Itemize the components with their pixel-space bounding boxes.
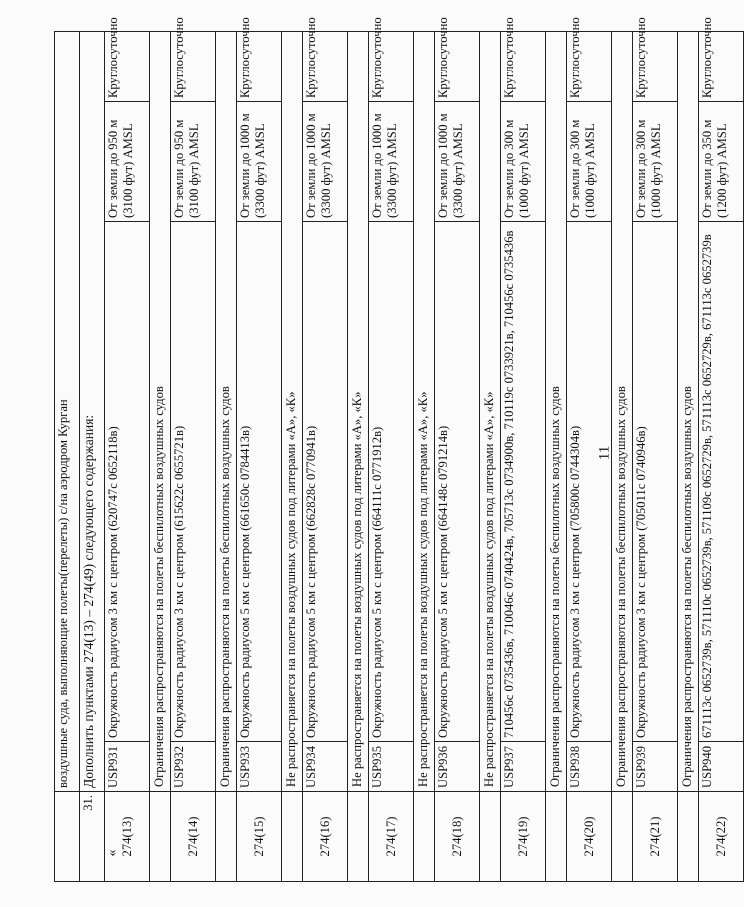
zone-description: Окружность радиусом 3 км с центром (705800с 0744304в)	[567, 222, 612, 742]
table-row	[237, 31, 282, 881]
zone-description: Окружность радиусом 5 км с центром (661650с 0784413в)	[237, 222, 282, 742]
restriction-row	[678, 31, 699, 881]
zone-code: USP939	[633, 742, 678, 792]
operating-time: Круглосуточно	[435, 31, 480, 101]
restriction-note: Ограничения распространяются на полеты беспилотных воздушных судов	[678, 31, 699, 791]
item-number: 274(14)	[171, 792, 216, 882]
table-row	[435, 31, 480, 881]
header-row	[55, 31, 80, 881]
restriction-row	[546, 31, 567, 881]
restriction-row	[216, 31, 237, 881]
operating-time: Круглосуточно	[105, 31, 150, 101]
section-text: Дополнить пунктами 274(13) – 274(49) следующего содержания:	[80, 31, 105, 791]
restriction-note: Не распространяется на полеты воздушных судов под литерами «А», «К»	[414, 31, 435, 791]
operating-time: Круглосуточно	[501, 31, 546, 101]
altitude-limits: От земли до 1000 м (3300 фут) AMSL	[369, 102, 414, 222]
restriction-note: Ограничения распространяются на полеты беспилотных воздушных судов	[150, 31, 171, 791]
opening-quote-mark: «	[105, 849, 120, 857]
altitude-limits: От земли до 950 м (3100 фут) AMSL	[171, 102, 216, 222]
restriction-note: Ограничения распространяются на полеты беспилотных воздушных судов	[612, 31, 633, 791]
item-number: 274(17)	[369, 792, 414, 882]
zone-description: 671113с 0652739в, 571110с 0652739в, 571109с 0652729в, 571113с 0652729в, 671113с 0652739в	[699, 222, 744, 742]
table-row	[303, 31, 348, 881]
altitude-limits: От земли до 300 м (1000 фут) AMSL	[633, 102, 678, 222]
restriction-note: Не распространяется на полеты воздушных судов под литерами «А», «К»	[282, 31, 303, 791]
zone-code: USP935	[369, 742, 414, 792]
zone-code: USP936	[435, 742, 480, 792]
restriction-note: Не распространяется на полеты воздушных судов под литерами «А», «К»	[480, 31, 501, 791]
operating-time: Круглосуточно	[303, 31, 348, 101]
restriction-row	[150, 31, 171, 881]
table-row	[633, 31, 678, 881]
restriction-row	[348, 31, 369, 881]
operating-time: Круглосуточно	[237, 31, 282, 101]
section-number: 31.	[80, 792, 105, 882]
zone-description: Окружность радиусом 3 км с центром (620747с 0652118в)	[105, 222, 150, 742]
table-row	[171, 31, 216, 881]
zone-description: Окружность радиусом 5 км с центром (664111с 0771912в)	[369, 222, 414, 742]
rotated-table-container	[54, 17, 729, 882]
zone-code: USP931	[105, 742, 150, 792]
restriction-row	[414, 31, 435, 881]
operating-time: Круглосуточно	[369, 31, 414, 101]
altitude-limits: От земли до 950 м (3100 фут) AMSL	[105, 102, 150, 222]
altitude-limits: От земли до 300 м (1000 фут) AMSL	[501, 102, 546, 222]
altitude-limits: От земли до 1000 м (3300 фут) AMSL	[237, 102, 282, 222]
altitude-limits: От земли до 300 м (1000 фут) AMSL	[567, 102, 612, 222]
table-row	[369, 31, 414, 881]
restriction-note: Ограничения распространяются на полеты беспилотных воздушных судов	[216, 31, 237, 791]
item-number: 274(16)	[303, 792, 348, 882]
item-number: 274(15)	[237, 792, 282, 882]
table-row	[501, 31, 546, 881]
zone-code: USP940	[699, 742, 744, 792]
restriction-row	[282, 31, 303, 881]
restriction-row	[612, 31, 633, 881]
altitude-limits: От земли до 1000 м (3300 фут) AMSL	[303, 102, 348, 222]
operating-time: Круглосуточно	[633, 31, 678, 101]
zone-code: USP938	[567, 742, 612, 792]
zone-description: Окружность радиусом 3 км с центром (615622с 0655721в)	[171, 222, 216, 742]
header-row-text: воздушные суда, выполняющие полеты(перелеты) с/на аэродром Курган	[55, 31, 80, 791]
altitude-limits: От земли до 350 м (1200 фут) AMSL	[699, 102, 744, 222]
restriction-row	[480, 31, 501, 881]
operating-time: Круглосуточно	[699, 31, 744, 101]
table-row	[699, 31, 744, 881]
table-row	[105, 31, 150, 881]
item-number: 274(13)	[105, 792, 150, 882]
item-number: 274(22)	[699, 792, 744, 882]
operating-time: Круглосуточно	[171, 31, 216, 101]
zone-description: Окружность радиусом 3 км с центром (705011с 0740946в)	[633, 222, 678, 742]
restriction-note: Ограничения распространяются на полеты беспилотных воздушных судов	[546, 31, 567, 791]
airspace-restrictions-table	[54, 17, 744, 882]
section-row	[80, 31, 105, 881]
page-number: 11	[596, 445, 613, 461]
zone-description: Окружность радиусом 5 км с центром (664148с 0791214в)	[435, 222, 480, 742]
item-number: 274(21)	[633, 792, 678, 882]
zone-code: USP932	[171, 742, 216, 792]
item-number: 274(19)	[501, 792, 546, 882]
zone-description: 710456с 0735436в, 710046с 0740424в, 705713с 0734900в, 710119с 0733921в, 710456с 0735436в	[501, 222, 546, 742]
item-number: 274(18)	[435, 792, 480, 882]
zone-code: USP933	[237, 742, 282, 792]
item-number: 274(20)	[567, 792, 612, 882]
zone-code: USP934	[303, 742, 348, 792]
operating-time: Круглосуточно	[567, 31, 612, 101]
restriction-note: Не распространяется на полеты воздушных судов под литерами «А», «К»	[348, 31, 369, 791]
zone-code: USP937	[501, 742, 546, 792]
zone-description: Окружность радиусом 5 км с центром (662828с 0770941в)	[303, 222, 348, 742]
table-row	[567, 31, 612, 881]
altitude-limits: От земли до 1000 м (3300 фут) AMSL	[435, 102, 480, 222]
